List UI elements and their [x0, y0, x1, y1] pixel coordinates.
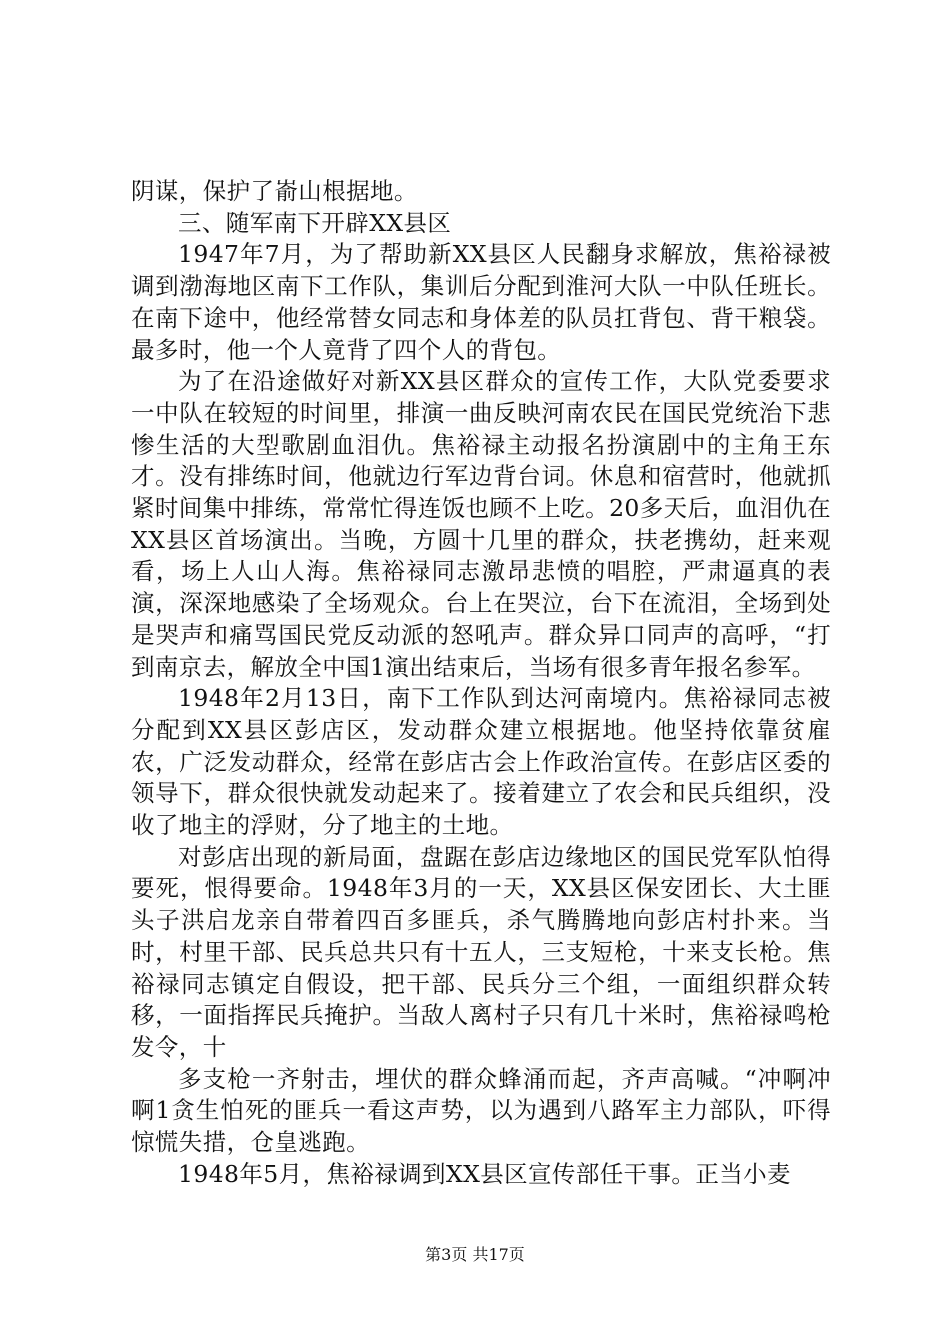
document-body [131, 176, 831, 1191]
paragraph: 为了在沿途做好对新XX县区群众的宣传工作，大队党委要求一中队在较短的时间里，排演一曲反映河南农民在国民党统治下悲惨生活的大型歌剧血泪仇。焦裕禄主动报名扮演剧中的主角王东才。没有排练时间，他就边行军边背台词。休息和宿营时，他就抓紧时间集中排练，常常忙得连饭也顾不上吃。20多天后，血泪仇在XX县区首场演出。当晚，方圆十几里的群众，扶老携幼，赶来观看，场上人山人海。焦裕禄同志激昂悲愤的唱腔，严肃逼真的表演，深深地感染了全场观众。台上在哭泣，台下在流泪，全场到处是哭声和痛骂国民党反动派的怒吼声。群众异口同声的高呼，“打到南京去，解放全中国1演出结束后，当场有很多青年报名参军。 [131, 367, 831, 681]
section-heading: 三、随军南下开辟XX县区 [178, 208, 452, 237]
page-number-footer: 第3页 共17页 [425, 1245, 525, 1264]
paragraph: 1947年7月，为了帮助新XX县区人民翻身求解放，焦裕禄被调到渤海地区南下工作队，集训后分配到淮河大队一中队任班长。在南下途中，他经常替女同志和身体差的队员扛背包、背干粮袋。最多时，他一个人竟背了四个人的背包。 [131, 240, 831, 364]
paragraph: 1948年5月，焦裕禄调到XX县区宣传部任干事。正当小麦 [178, 1159, 791, 1188]
paragraph: 1948年2月13日，南下工作队到达河南境内。焦裕禄同志被分配到XX县区彭店区，发动群众建立根据地。他坚持依靠贫雇农，广泛发动群众，经常在彭店古会上作政治宣传。在彭店区委的领导下，群众很快就发动起来了。接着建立了农会和民兵组织，没收了地主的浮财，分了地主的土地。 [131, 684, 831, 840]
paragraph: 多支枪一齐射击，埋伏的群众蜂涌而起，齐声高喊。“冲啊冲啊1贪生怕死的匪兵一看这声势，以为遇到八路军主力部队，吓得惊慌失措，仓皇逃跑。 [131, 1064, 831, 1157]
paragraph-continuation: 阴谋，保护了嵛山根据地。 [131, 177, 418, 205]
paragraph: 对彭店出现的新局面，盘踞在彭店边缘地区的国民党军队怕得要死，恨得要命。1948年3月的一天，XX县区保安团长、大土匪头子洪启龙亲自带着四百多匪兵，杀气腾腾地向彭店村扑来。当时，村里干部、民兵总共只有十五人，三支短枪，十来支长枪。焦裕禄同志镇定自假设，把干部、民兵分三个组，一面组织群众转移，一面指挥民兵掩护。当敌人离村子只有几十米时，焦裕禄鸣枪发令，十 [131, 842, 831, 1061]
